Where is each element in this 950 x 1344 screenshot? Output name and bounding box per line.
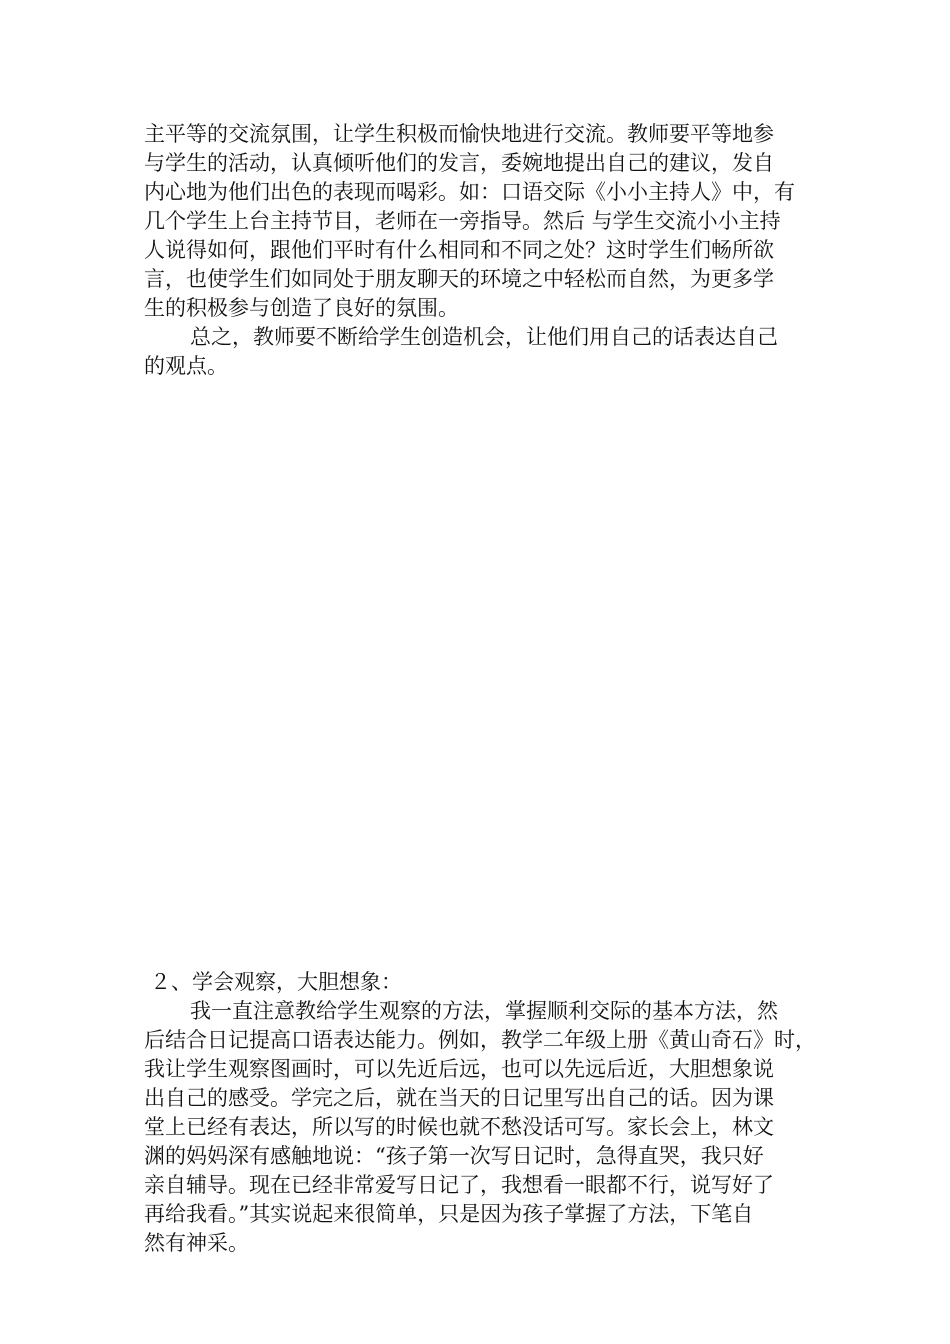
paragraph-line: 生的积极参与创造了良好的氛围。 xyxy=(144,296,459,320)
paragraph-summary xyxy=(144,323,816,381)
paragraph-line: 亲自辅导。现在已经非常爱写日记了，我想看一眼都不行，说写好了 xyxy=(144,1173,774,1197)
paragraph-line: 的观点。 xyxy=(144,354,228,378)
paragraph-line: 渊的妈妈深有感触地说：“孩子第一次写日记时，急得直哭，我只好 xyxy=(144,1144,764,1168)
paragraph-line: 几个学生上台主持节目，老师在一旁指导。然后 与学生交流小小主持 xyxy=(144,209,781,233)
paragraph-line: 言，也使学生们如同处于朋友聊天的环境之中轻松而自然，为更多学 xyxy=(144,267,774,291)
paragraph-line: 人说得如何，跟他们平时有什么相同和不同之处？这时学生们畅所欲 xyxy=(144,238,774,262)
paragraph-line: 我一直注意教给学生观察的方法，掌握顺利交际的基本方法，然 xyxy=(190,999,778,1023)
top-text-section xyxy=(144,120,816,381)
paragraph-line: 后结合日记提高口语表达能力。例如，教学二年级上册《黄山奇石》时， xyxy=(144,1028,816,1052)
paragraph-line: 主平等的交流氛围，让学生积极而愉快地进行交流。教师要平等地参 xyxy=(144,122,774,146)
paragraph-line: 出自己的感受。学完之后，就在当天的日记里写出自己的话。因为课 xyxy=(144,1086,774,1110)
paragraph-line: 内心地为他们出色的表现而喝彩。如：口语交际《小小主持人》中，有 xyxy=(144,180,795,204)
paragraph-line: 总之，教师要不断给学生创造机会，让他们用自己的话表达自己 xyxy=(190,325,778,349)
paragraph-communication xyxy=(144,120,816,323)
paragraph-line: 然有神采。 xyxy=(144,1231,249,1255)
paragraph-line: 再给我看。”其实说起来很简单，只是因为孩子掌握了方法，下笔自 xyxy=(144,1202,754,1226)
section-heading: ２、学会观察，大胆想象： xyxy=(150,970,402,994)
paragraph-line: 与学生的活动，认真倾听他们的发言，委婉地提出自己的建议，发自 xyxy=(144,151,774,175)
paragraph-line: 堂上已经有表达，所以写的时候也就不愁没话可写。家长会上，林文 xyxy=(144,1115,774,1139)
paragraph-observation xyxy=(144,997,816,1258)
paragraph-line: 我让学生观察图画时，可以先近后远，也可以先远后近，大胆想象说 xyxy=(144,1057,774,1081)
bottom-text-section xyxy=(144,968,816,1258)
